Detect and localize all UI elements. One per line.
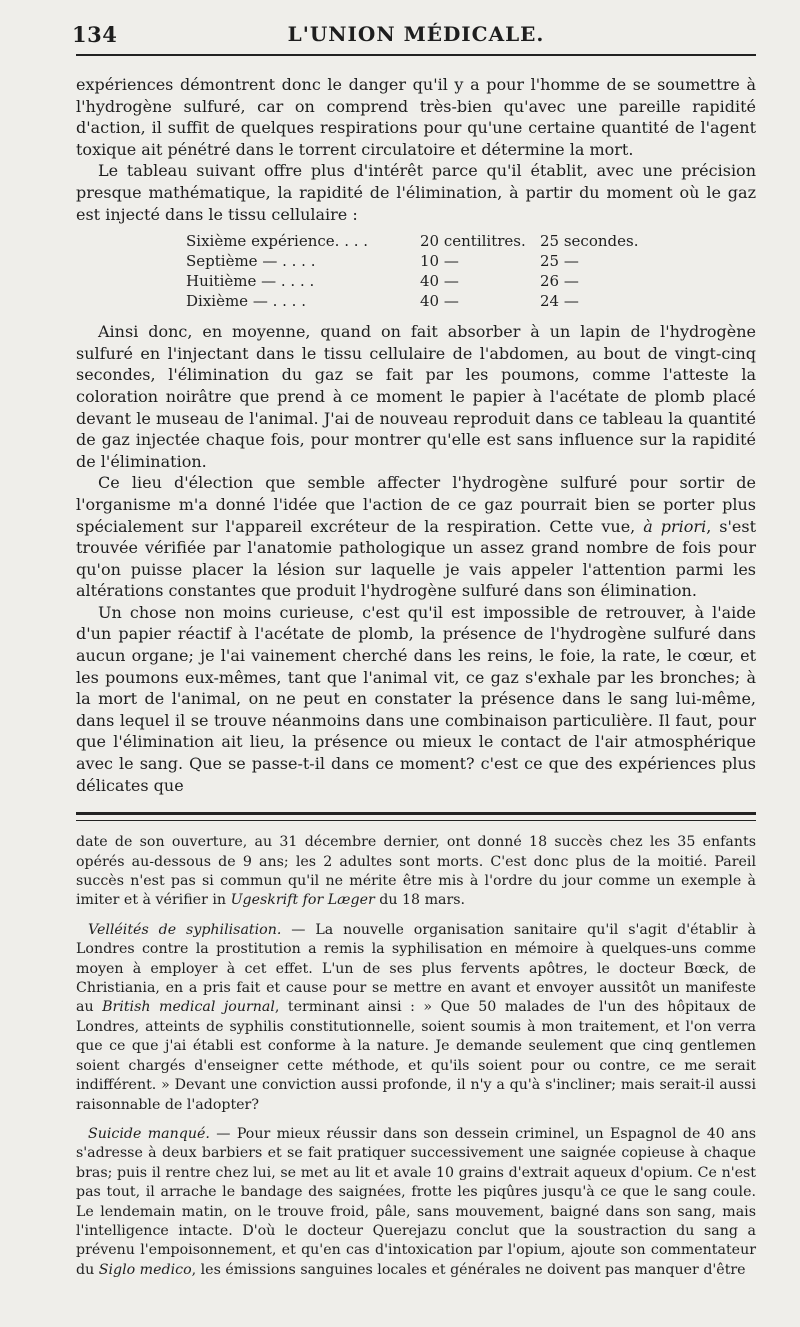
table-row bbox=[76, 271, 660, 291]
experiment-table bbox=[76, 231, 660, 311]
paragraph-4-italic: à priori bbox=[643, 516, 707, 536]
paragraph-1: expériences démontrent donc le danger qu'il y a pour l'homme de se soumettre à l'hydrogène sulfuré, car on comprend très-bien qu'avec une pareille rapidité d'action, il suffit de quelques respirations pour qu'une certaine quantité de l'agent toxique ait pénétré dans le torrent circulatoire et détermine la mort. bbox=[76, 75, 756, 159]
note-2-italic: British medical journal bbox=[102, 999, 275, 1016]
note-2 bbox=[76, 921, 756, 1115]
table-row bbox=[76, 231, 660, 251]
main-text bbox=[76, 74, 756, 796]
experiment-cell: Huitième — . . . . bbox=[186, 272, 315, 291]
section-divider bbox=[76, 812, 756, 821]
note-3-title: Suicide manqué. bbox=[88, 1125, 210, 1142]
page-header bbox=[72, 14, 756, 48]
experiment-cell: Dixième — . . . . bbox=[186, 292, 306, 311]
paragraph-5: Un chose non moins curieuse, c'est qu'il est impossible de retrouver, à l'aide d'un papier réactif à l'acétate de plomb, la présence de l'hydrogène sulfuré dans aucun organe; je l'ai vainement cherché dans les reins, le foie, la rate, le cœur, et les poumons eux-mêmes, tant que l'animal vit, ce gaz s'exhale par les bronches; à la mort de l'animal, on ne peut en constater la présence dans le sang lui-même, dans lequel il se trouve néanmoins dans une combinaison particulière. Il faut, pour que l'élimination ait lieu, la présence ou mieux le contact de l'air atmosphérique avec le sang. Que se passe-t-il dans ce moment? c'est ce que des expériences plus délicates que bbox=[76, 602, 756, 795]
note-1-text-a: date de son ouverture, au 31 décembre dernier, ont donné 18 succès chez les 35 enfants opérés au-dessous de 9 ans; les 2 adultes sont morts. C'est donc plus de la moitié. Pareil succès n'est pas si commun qu'il ne mérite être mis à l'ordre du jour comme un exemple à imiter et à vérifier in bbox=[76, 834, 756, 909]
table-row bbox=[76, 291, 660, 311]
paragraph-2: Le tableau suivant offre plus d'intérêt parce qu'il établit, avec une précision presque mathématique, la rapidité de l'élimination, à partir du moment où le gaz est injecté dans le tissu cellulaire : bbox=[76, 161, 756, 224]
note-3-italic: Siglo medico bbox=[98, 1261, 192, 1278]
note-2-title: Velléités de syphilisation. bbox=[88, 921, 282, 938]
header-rule bbox=[76, 54, 756, 56]
page-number: 134 bbox=[72, 22, 118, 47]
table-row bbox=[76, 251, 660, 271]
note-1-italic: Ugeskrift for Læger bbox=[230, 892, 375, 909]
time-cell: 25 secondes. bbox=[540, 232, 639, 251]
dose-cell: 10 — bbox=[420, 252, 459, 271]
note-2-text-b: , terminant ainsi : » Que 50 malades de l'un des hôpitaux de Londres, atteints de syphilis constitutionnelle, soient soumis à mon traitement, et l'on verra que ce que j'ai établi est conforme à la nature. Je demande seulement que cinq gentlemen soient chargés d'enseigner cette méthode, et qu'ils soient pour ou contre, ce me serait indifférent. » Devant une conviction aussi profonde, il n'y a qu'à s'incliner; mais serait-il aussi raisonnable de l'adopter? bbox=[76, 999, 756, 1113]
note-1-text-b: du 18 mars. bbox=[374, 892, 466, 909]
time-cell: 26 — bbox=[540, 272, 579, 291]
experiment-cell: Sixième expérience. . . . bbox=[186, 232, 369, 251]
news-notes bbox=[76, 833, 756, 1280]
dose-cell: 20 centilitres. bbox=[420, 232, 526, 251]
time-cell: 24 — bbox=[540, 292, 579, 311]
note-3-text-b: , les émissions sanguines locales et générales ne doivent pas manquer d'être bbox=[191, 1261, 746, 1278]
note-3 bbox=[76, 1125, 756, 1280]
journal-title: L'UNION MÉDICALE. bbox=[287, 22, 545, 46]
paragraph-4 bbox=[76, 472, 756, 602]
dose-cell: 40 — bbox=[420, 292, 459, 311]
experiment-cell: Septième — . . . . bbox=[186, 252, 316, 271]
paragraph-3: Ainsi donc, en moyenne, quand on fait absorber à un lapin de l'hydrogène sulfuré en l'injectant dans le tissu cellulaire de l'abdomen, au bout de vingt-cinq secondes, l'élimination du gaz se fait par les poumons, comme l'atteste la coloration noirâtre que prend à ce moment le papier à l'acétate de plomb placé devant le museau de l'animal. J'ai de nouveau reproduit dans ce tableau la quantité de gaz injectée chaque fois, pour montrer qu'elle est sans influence sur la rapidité de l'élimination. bbox=[76, 322, 756, 471]
paragraph-4-text-a: Ce lieu d'élection que semble affecter l'hydrogène sulfuré pour sortir de l'organisme m'a donné l'idée que l'action de ce gaz pourrait bien se porter plus spécialement sur l'appareil excréteur de la respiration. Cette vue, bbox=[76, 473, 756, 536]
dose-cell: 40 — bbox=[420, 272, 459, 291]
note-3-text-a: — Pour mieux réussir dans son dessein criminel, un Espagnol de 40 ans s'adresse à deux barbiers et se fait pratiquer successivement une saignée copieuse à chaque bras; puis il rentre chez lui, se met au lit et avale 10 grains d'extrait aqueux d'opium. Ce n'est pas tout, il arrache le bandage des saignées, frotte les piqûres jusqu'à ce que le sang coule. Le lendemain matin, on le trouve froid, pâle, sans mouvement, baigné dans son sang, mais l'intelligence intacte. D'où le docteur Querejazu conclut que la soustraction du sang a prévenu l'empoisonnement, et qu'en cas d'intoxication par l'opium, ajoute son commentateur du bbox=[76, 1125, 756, 1278]
note-2-text-a: — La nouvelle organisation sanitaire qu'il s'agit d'établir à Londres contre la prostitution a remis la syphilisation en mémoire à quelques-uns comme moyen à employer à cet effet. L'un de ses plus fervents apôtres, le docteur Bœck, de Christiania, en a pris fait et cause pour se mettre en avant et envoyer aussitôt un manifeste au bbox=[76, 921, 756, 1016]
paragraph-4-text-b: , s'est trouvée vérifiée par l'anatomie pathologique un assez grand nombre de fois pour qu'on puisse placer la lésion sur laquelle je vais appeler l'attention parmi les altérations constantes que produit l'hydrogène sulfuré dans son élimination. bbox=[76, 516, 757, 601]
time-cell: 25 — bbox=[540, 252, 579, 271]
note-1 bbox=[76, 833, 756, 911]
